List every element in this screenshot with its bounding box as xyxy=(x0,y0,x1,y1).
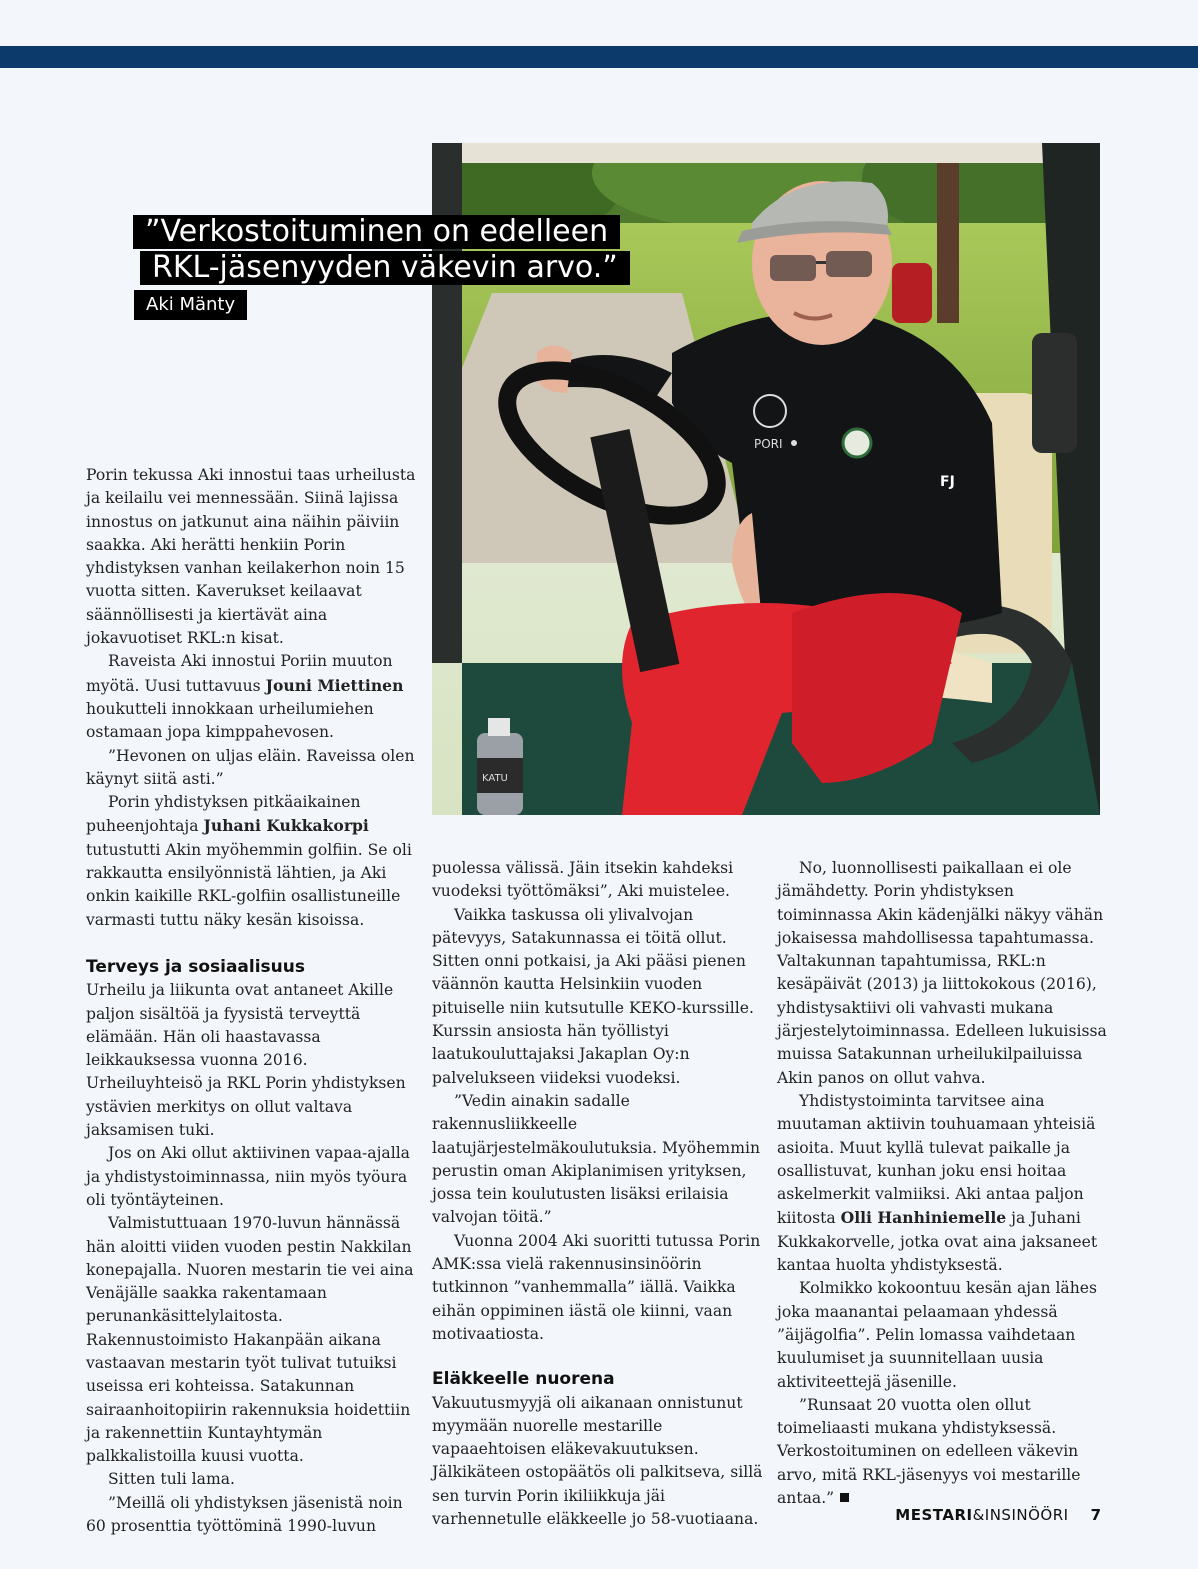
paragraph: Vakuutusmyyjä oli aikanaan onnistunut myymään nuorelle mestarille vapaaehtoisen eläkevakuutuksen. Jälkikäteen ostopäätös oli palkitseva, sillä sen turvin Porin ikiliikkuja jäi varhennetulle eläkkeelle jo 58-vuotiaana. xyxy=(432,1393,763,1529)
page-number: 7 xyxy=(1090,1506,1101,1524)
paragraph-quote: ”Runsaat 20 vuotta olen ollut toimeliaasti mukana yhdistyksessä. Verkostoituminen on edelleen väkevin arvo, mitä RKL-jäsenyys voi mestarille antaa.” xyxy=(777,1395,1081,1508)
shirt-logo-text: FJ xyxy=(940,474,955,490)
subheading: Terveys ja sosiaalisuus xyxy=(86,956,305,977)
person-name: Jouni Miettinen xyxy=(265,675,404,695)
bottle-label-text: KATU xyxy=(482,773,508,784)
paragraph: No, luonnollisesti paikallaan ei ole jämähdetty. Porin yhdistyksen toiminnassa Akin kädenjälki näkyy vähän jokaisessa mahdollisessa tapahtumassa. Valtakunnan tapahtumissa, RKL:n kesäpäivät (2013) ja liittokokous (2016), yhdistysaktiivi oli vahvasti mukana järjestelytoiminnassa. Edelleen lukuisissa muissa Satakunnan urheilukilpailuissa Akin panos on ollut vahva. xyxy=(777,859,1107,1087)
pull-quote-author: Aki Mänty xyxy=(134,290,247,320)
paragraph: Porin yhdistyksen pitkäaikainen puheenjohtaja Juhani Kukkakorpi tutustutti Akin myöhemmin golfiin. Se oli rakkautta ensilyönnistä lähtien, ja Aki onkin kaikille RKL-golfiin osallistuneille varmasti tuttu näky kesän kisoissa. xyxy=(86,793,412,929)
cap-logo-text: PORI xyxy=(754,437,783,451)
paragraph: Sitten tuli lama. xyxy=(108,1470,235,1489)
pull-quote-line-1: ”Verkostoituminen on edelleen xyxy=(133,215,620,249)
person-name: Juhani Kukkakorpi xyxy=(203,816,369,836)
paragraph: Kolmikko kokoontuu kesän ajan lähes joka maanantai pelaamaan yhdessä ”äijägolfia”. Pelin lomassa vaihdetaan kuulumiset ja suunnitellaan uusia aktiviteettejä jäsenille. xyxy=(777,1279,1098,1391)
paragraph: puolessa välissä. Jäin itsekin kahdeksi vuodeksi työttömäksi”, Aki muistelee. xyxy=(432,859,734,901)
end-mark-icon xyxy=(840,1493,849,1502)
page-footer xyxy=(895,1506,1101,1524)
article-column-2 xyxy=(432,857,772,1531)
paragraph: Jos on Aki ollut aktiivinen vapaa-ajalla ja yhdistystoiminnassa, niin myös työura oli työntäyteinen. xyxy=(86,1144,410,1209)
article-column-3 xyxy=(777,857,1107,1510)
magazine-name-bold: MESTARI xyxy=(895,1506,973,1524)
paragraph-quote: ”Meillä oli yhdistyksen jäsenistä noin 60 prosenttia työttöminä 1990-luvun xyxy=(86,1493,403,1536)
paragraph: Porin tekussa Aki innostui taas urheilusta ja keilailu vei mennessään. Siinä lajissa innostus on jatkunut aina näihin päiviin saakka. Aki herätti henkiin Porin yhdistyksen vanhan keilakerhon noin 15 vuotta sitten. Kaverukset keilaavat säännöllisesti ja kiertävät aina jokavuotiset RKL:n kisat. xyxy=(86,466,416,648)
paragraph: Raveista Aki innostui Poriin muuton myötä. Uusi tuttavuus Jouni Miettinen houkutteli innokkaan urheilumiehen ostamaan jopa kimppahevosen. xyxy=(86,652,404,742)
paragraph-quote: ”Vedin ainakin sadalle rakennusliikkeelle laatujärjestelmäkoulutuksia. Myöhemmin perustin oman Akiplanimisen yrityksen, jossa tein koulutusten lisäksi erilaisia valvojan töitä.” xyxy=(432,1091,761,1227)
subheading: Eläkkeelle nuorena xyxy=(432,1369,615,1390)
person-name: Olli Hanhiniemelle xyxy=(840,1208,1007,1228)
paragraph: Yhdistystoiminta tarvitsee aina muutaman aktiivin touhuamaan yhteisiä asioita. Muut kyllä tulevat paikalle ja osallistuvat, kunhan joku ensi hoitaa askelmerkit valmiiksi. Aki antaa paljon kiitosta Olli Hanhiniemelle ja Juhani Kukkakorvelle, jotka ovat aina jaksaneet kantaa huolta yhdistyksestä. xyxy=(777,1091,1098,1275)
paragraph: Valmistuttuaan 1970-luvun hännässä hän aloitti viiden vuoden pestin Nakkilan konepajalla. Nuoren mestarin tie vei aina Venäjälle saakka rakentamaan perunankäsittelylaitosta. Rakennustoimisto Hakanpään aikana vastaavan mestarin työt tulivat tutuiksi useissa eri kohteissa. Satakunnan sairaanhoitopiirin rakennuksia hoidettiin ja rakennettiin Kuntayhtymän palkkalistoilla kuusi vuotta. xyxy=(86,1214,414,1466)
paragraph: Vaikka taskussa oli ylivalvojan pätevyys, Satakunnassa ei töitä ollut. Sitten onni potkaisi, ja Aki pääsi pienen väännön kautta Helsinkiin vuoden pituiselle niin kutsutulle KEKO-kurssille. Kurssin ansiosta hän työllistyi laatukouluttajaksi Jakaplan Oy:n palvelukseen viideksi vuodeksi. xyxy=(432,905,754,1087)
magazine-name-rest: &INSINÖÖRI xyxy=(972,1506,1069,1524)
pull-quote-line-2: RKL-jäsenyyden väkevin arvo.” xyxy=(140,251,630,285)
paragraph-quote: ”Hevonen on uljas eläin. Raveissa olen käynyt siitä asti.” xyxy=(86,746,415,788)
paragraph: Vuonna 2004 Aki suoritti tutussa Porin AMK:ssa vielä rakennusinsinöörin tutkinnon ”vanhemmalla” iällä. Vaikka eihän oppiminen iästä ole kiinni, vaan motivaatiosta. xyxy=(432,1231,761,1343)
paragraph: Urheilu ja liikunta ovat antaneet Akille paljon sisältöä ja fyysistä terveyttä elämään. Hän oli haastavassa leikkauksessa vuonna 2016. Urheiluyhteisö ja RKL Porin yhdistyksen ystävien merkitys on ollut valtava jaksamisen tuki. xyxy=(86,981,406,1140)
top-color-bar xyxy=(0,46,1198,68)
article-column-1 xyxy=(86,464,418,1538)
